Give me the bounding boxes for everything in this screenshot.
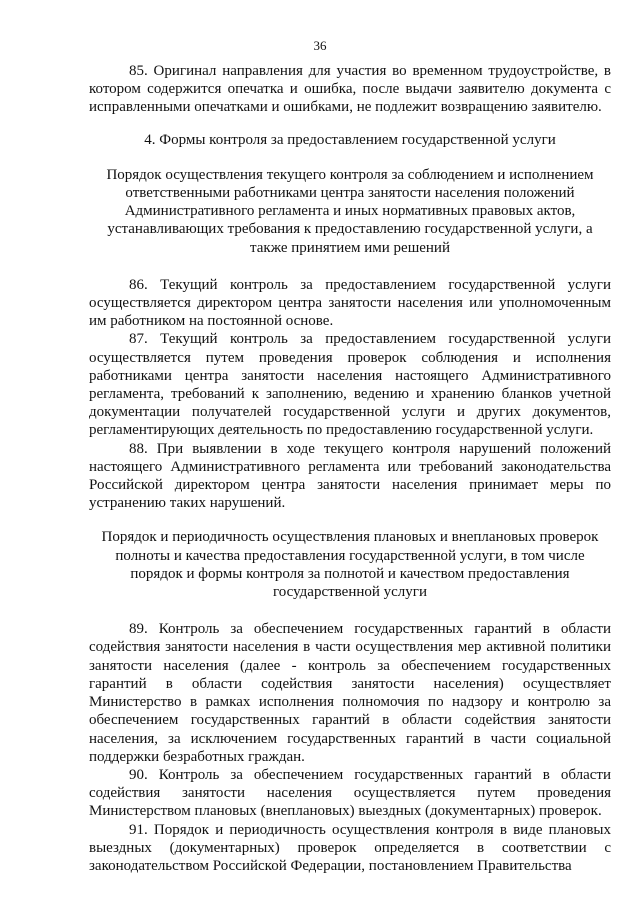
paragraph-89: 89. Контроль за обеспечением государственных гарантий в области содействия занятости населения в части осуществления мер активной политики занятости населения (далее - контроль за обеспечением государственных гарантий в области содействия занятости населения) осуществляет Министерство в рамках исполнения полномочия по надзору и контролю за обеспечением государственных гарантий в области содействия занятости населения, за исключением государственных гарантий в части социальной поддержки безработных граждан.: [89, 621, 611, 765]
subsection-title-current-control: Порядок осуществления текущего контроля за соблюдением и исполнением ответственными работниками центра занятости населения положений Административного регламента и иных нормативных правовых актов, устанавливающих требования к предоставлению государственной услуги, а также принятием ими решений: [106, 166, 594, 256]
paragraph-90: 90. Контроль за обеспечением государственных гарантий в области содействия занятости населения осуществляется путем проведения Министерством плановых (внеплановых) выездных (документарных) проверок.: [89, 766, 611, 820]
paragraph-91: 91. Порядок и периодичность осуществления контроля в виде плановых выездных (документарных) проверок определяется в соответствии с законодательством Российской Федерации, постановлением Правительства: [89, 821, 611, 874]
page-number: 36: [313, 38, 327, 53]
paragraph-88: 88. При выявлении в ходе текущего контроля нарушений положений настоящего Административного регламента или требований законодательства Российской директором центра занятости населения принимает меры по устранению таких нарушений.: [89, 440, 611, 512]
section-title: 4. Формы контроля за предоставлением государственной услуги: [144, 131, 556, 148]
paragraph-87: 87. Текущий контроль за предоставлением государственной услуги осуществляется путем проведения проверок соблюдения и исполнения работниками центра занятости населения настоящего Административного регламента, требований к заполнению, ведению и хранению бланков учетной документации получателей государственной услуги и других документов, регламентирующих деятельность по предоставлению государственной услуги.: [89, 331, 611, 439]
paragraph-86: 86. Текущий контроль за предоставлением государственной услуги осуществляется директором центра занятости населения или уполномоченным им работником на постоянной основе.: [89, 276, 611, 330]
page-content: [89, 62, 611, 875]
subsection-title-inspections: Порядок и периодичность осуществления плановых и внеплановых проверок полноты и качества предоставления государственной услуги, в том числе порядок и формы контроля за полнотой и качеством предоставления государственной услуги: [101, 529, 599, 601]
paragraph-85: 85. Оригинал направления для участия во временном трудоустройстве, в котором содержится опечатка и ошибка, после выдачи заявителю документа с исправленными опечатками и ошибками, не подлежит возвращению заявителю.: [89, 63, 611, 116]
